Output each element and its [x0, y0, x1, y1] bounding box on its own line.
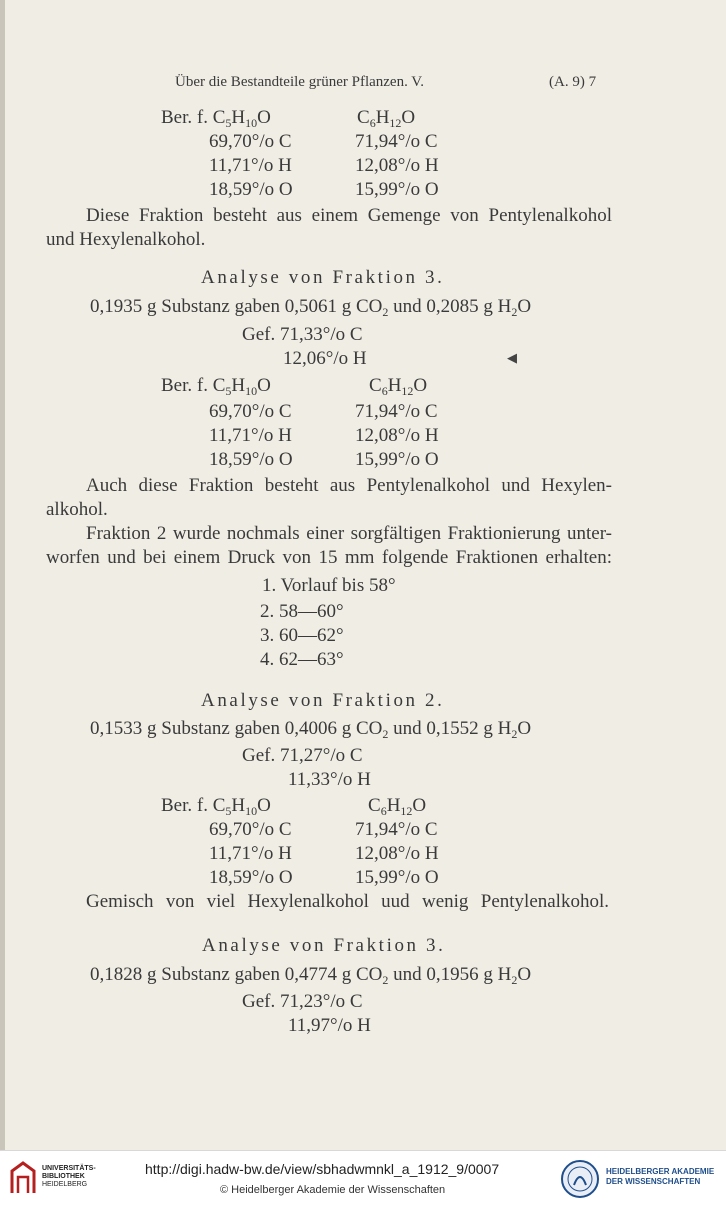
- section-heading: Analyse von Fraktion 2.: [201, 690, 445, 711]
- running-title: Über die Bestandteile grüner Pflanzen. V.: [175, 74, 424, 90]
- viewer-footer: [0, 1150, 726, 1205]
- calc-value: 71,94°/o C: [355, 819, 438, 840]
- permalink-url[interactable]: http://digi.hadw-bw.de/view/sbhadwmnkl_a_1912_9/0007: [145, 1161, 500, 1177]
- calc-value: 11,71°/o H: [209, 843, 292, 864]
- calc-value: 11,71°/o H: [209, 425, 292, 446]
- paragraph-line: Diese Fraktion besteht aus einem Gemenge von Pentylenalkohol: [86, 205, 612, 226]
- fraction-item: 2. 58—60°: [260, 601, 344, 622]
- found-value: 11,97°/o H: [288, 1015, 371, 1036]
- calc-value: 12,08°/o H: [355, 843, 439, 864]
- analysis-line: 0,1935 g Substanz gaben 0,5061 g $CO_2$ und 0,2085 g $H_2O$: [90, 296, 532, 319]
- academy-seal-icon: [560, 1159, 600, 1199]
- university-library-name: [42, 1165, 96, 1189]
- academy-name-line: DER WISSENSCHAFTEN: [606, 1177, 701, 1186]
- calc-value: 15,99°/o O: [355, 179, 439, 200]
- calc-value: 12,08°/o H: [355, 425, 439, 446]
- calc-value: 69,70°/o C: [209, 131, 292, 152]
- calc-value: 71,94°/o C: [355, 131, 438, 152]
- calc-formula-c6: $C_6H_{12}O$: [368, 795, 427, 818]
- calc-formula-c5: Ber. f. $C_5H_{10}O$: [161, 107, 271, 130]
- academy-name-line: HEIDELBERGER AKADEMIE: [606, 1167, 715, 1176]
- section-heading: Analyse von Fraktion 3.: [201, 267, 445, 288]
- fraction-item: 1. Vorlauf bis 58°: [262, 575, 396, 596]
- paragraph-line: Fraktion 2 wurde nochmals einer sorgfältigen Fraktionierung unter-: [86, 523, 612, 544]
- fraction-item: 3. 60—62°: [260, 625, 344, 646]
- paragraph-line: Gemisch von viel Hexylenalkohol uud wenig Pentylenalkohol.: [86, 891, 609, 912]
- calc-formula-c6: $C_6H_{12}O$: [357, 107, 416, 130]
- calc-value: 15,99°/o O: [355, 867, 439, 888]
- found-value: Gef. 71,33°/o C: [242, 324, 363, 345]
- library-name-line: BIBLIOTHEK: [42, 1173, 85, 1180]
- found-value: 11,33°/o H: [288, 769, 371, 790]
- university-library-logo-icon: [8, 1161, 38, 1195]
- found-value: Gef. 71,27°/o C: [242, 745, 363, 766]
- paragraph-line: worfen und bei einem Druck von 15 mm folgende Fraktionen erhalten:: [46, 547, 612, 568]
- paragraph-line: und Hexylenalkohol.: [46, 229, 206, 250]
- calc-value: 18,59°/o O: [209, 449, 293, 470]
- calc-formula-c6: $C_6H_{12}O$: [369, 375, 428, 398]
- fraction-item: 4. 62—63°: [260, 649, 344, 670]
- calc-formula-c5: Ber. f. $C_5H_{10}O$: [161, 375, 271, 398]
- found-value: Gef. 71,23°/o C: [242, 991, 363, 1012]
- calc-value: 69,70°/o C: [209, 401, 292, 422]
- page-edge-shadow: [0, 0, 5, 1150]
- calc-value: 18,59°/o O: [209, 867, 293, 888]
- calc-value: 15,99°/o O: [355, 449, 439, 470]
- library-name-line: HEIDELBERG: [42, 1181, 88, 1188]
- library-name-line: UNIVERSITÄTS-: [42, 1165, 96, 1172]
- calc-formula-c5: Ber. f. $C_5H_{10}O$: [161, 795, 271, 818]
- section-heading: Analyse von Fraktion 3.: [202, 935, 446, 956]
- paragraph-line: alkohol.: [46, 499, 108, 520]
- calc-value: 12,08°/o H: [355, 155, 439, 176]
- analysis-line: 0,1533 g Substanz gaben 0,4006 g $CO_2$ und 0,1552 g $H_2O$: [90, 718, 532, 741]
- copyright-notice: © Heidelberger Akademie der Wissenschaften: [220, 1184, 446, 1196]
- calc-value: 18,59°/o O: [209, 179, 293, 200]
- margin-mark-icon: ◀: [507, 350, 517, 365]
- calc-value: 11,71°/o H: [209, 155, 292, 176]
- analysis-line: 0,1828 g Substanz gaben 0,4774 g $CO_2$ und 0,1956 g $H_2O$: [90, 964, 532, 987]
- calc-value: 69,70°/o C: [209, 819, 292, 840]
- calc-value: 71,94°/o C: [355, 401, 438, 422]
- academy-name: [606, 1167, 714, 1187]
- paragraph-line: Auch diese Fraktion besteht aus Pentylenalkohol und Hexylen-: [86, 475, 612, 496]
- found-value: 12,06°/o H: [283, 348, 367, 369]
- page-reference: (A. 9) 7: [549, 74, 597, 90]
